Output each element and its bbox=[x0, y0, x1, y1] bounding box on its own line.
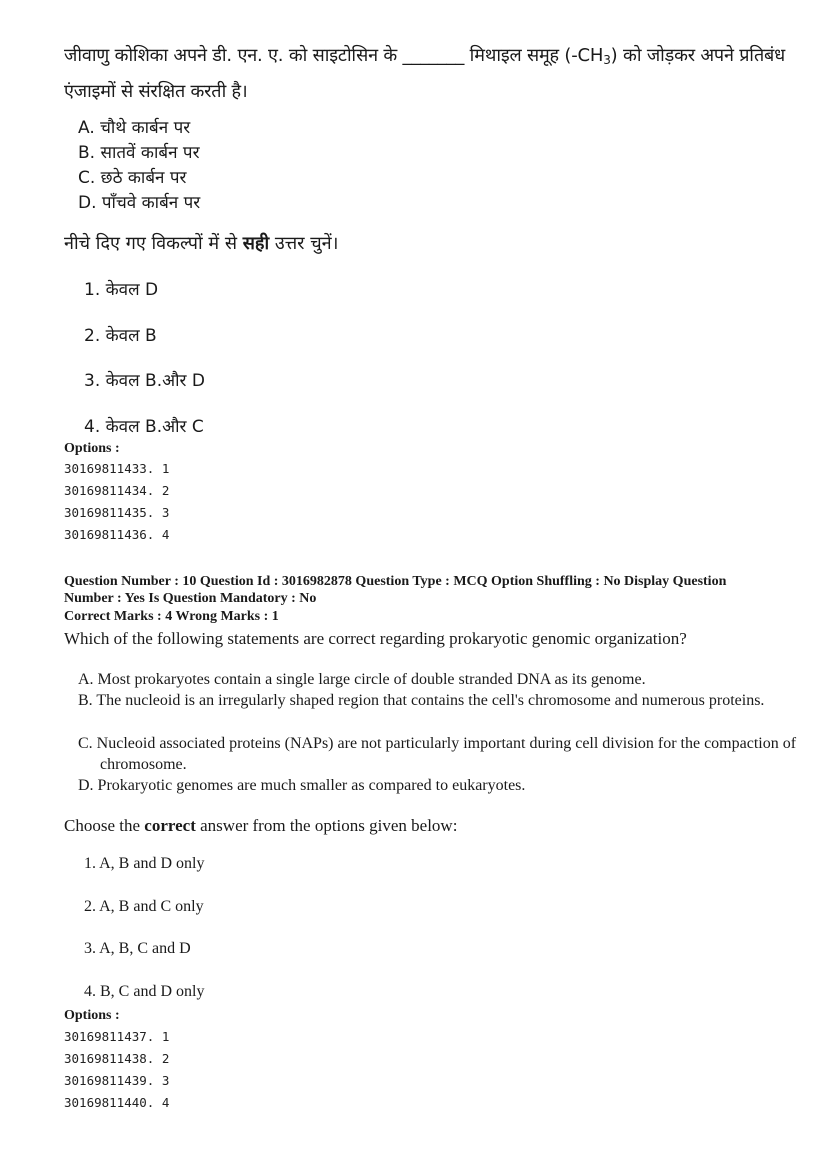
question-9-prompt-start: नीचे दिए गए विकल्पों में से bbox=[64, 233, 243, 254]
question-10-meta-line-2: Number : Yes Is Question Mandatory : No bbox=[64, 591, 317, 606]
question-10-option-id-1: 30169811437. 1 bbox=[64, 1029, 170, 1044]
question-9-prompt bbox=[64, 230, 338, 258]
question-10-option-id-2: 30169811438. 2 bbox=[64, 1051, 170, 1066]
question-9-statement-a: A. चौथे कार्बन पर bbox=[78, 118, 191, 138]
question-9-prompt-bold: सही bbox=[242, 233, 270, 254]
question-9-prompt-end: उत्तर चुनें। bbox=[269, 233, 339, 254]
question-9-option-id-3: 30169811435. 3 bbox=[64, 505, 170, 520]
question-10-prompt-bold: correct bbox=[144, 816, 196, 835]
question-9-statement-d: D. पाँचवे कार्बन पर bbox=[78, 193, 201, 213]
question-9-stem-text-end: ) को जोड़कर अपने प्रतिबंध एंजाइमों से संरक्षित करती है। bbox=[64, 45, 785, 102]
question-10-choice-2: 2. A, B and C only bbox=[84, 898, 204, 915]
question-10-option-id-4: 30169811440. 4 bbox=[64, 1095, 170, 1110]
question-9-stem bbox=[64, 40, 794, 108]
question-10-options-label: Options : bbox=[64, 1008, 120, 1023]
question-10-statement-d: D. Prokaryotic genomes are much smaller as compared to eukaryotes. bbox=[78, 777, 526, 794]
question-10-prompt bbox=[64, 815, 457, 837]
question-9-statement-c: C. छठे कार्बन पर bbox=[78, 168, 187, 188]
question-10-option-id-3: 30169811439. 3 bbox=[64, 1073, 170, 1088]
question-10-meta-line-1: Question Number : 10 Question Id : 3016982878 Question Type : MCQ Option Shuffling : No Display Question bbox=[64, 574, 727, 589]
question-9-choice-4: 4. केवल B.और C bbox=[84, 417, 204, 437]
question-10-choice-1: 1. A, B and D only bbox=[84, 855, 205, 872]
question-9-stem-subscript: 3 bbox=[603, 53, 611, 67]
question-9-options-label: Options : bbox=[64, 441, 120, 456]
question-9-choice-2: 2. केवल B bbox=[84, 326, 157, 346]
question-10-statement-c: C. Nucleoid associated proteins (NAPs) are not particularly important during cell division for the compaction of chromosome. bbox=[78, 735, 797, 773]
question-9-choice-1: 1. केवल D bbox=[84, 280, 159, 300]
question-10-prompt-end: answer from the options given below: bbox=[195, 816, 458, 835]
question-9-statement-b: B. सातवें कार्बन पर bbox=[78, 143, 200, 163]
question-10-choice-4: 4. B, C and D only bbox=[84, 983, 205, 1000]
question-10-choice-3: 3. A, B, C and D bbox=[84, 940, 191, 957]
question-10-statement-a: A. Most prokaryotes contain a single large circle of double stranded DNA as its genome. bbox=[78, 671, 646, 688]
question-9-choice-3: 3. केवल B.और D bbox=[84, 371, 205, 391]
question-10-meta-line-3: Correct Marks : 4 Wrong Marks : 1 bbox=[64, 609, 279, 624]
question-10-prompt-start: Choose the bbox=[64, 816, 145, 835]
question-9-stem-text: जीवाणु कोशिका अपने डी. एन. ए. को साइटोसिन के _______ मिथाइल समूह (-CH bbox=[64, 45, 604, 66]
question-9-option-id-2: 30169811434. 2 bbox=[64, 483, 170, 498]
question-10-statement-b: B. The nucleoid is an irregularly shaped region that contains the cell's chromosome and numerous proteins. bbox=[78, 692, 765, 709]
question-9-option-id-4: 30169811436. 4 bbox=[64, 527, 170, 542]
question-10-stem: Which of the following statements are correct regarding prokaryotic genomic organization? bbox=[64, 629, 687, 648]
question-9-option-id-1: 30169811433. 1 bbox=[64, 461, 170, 476]
